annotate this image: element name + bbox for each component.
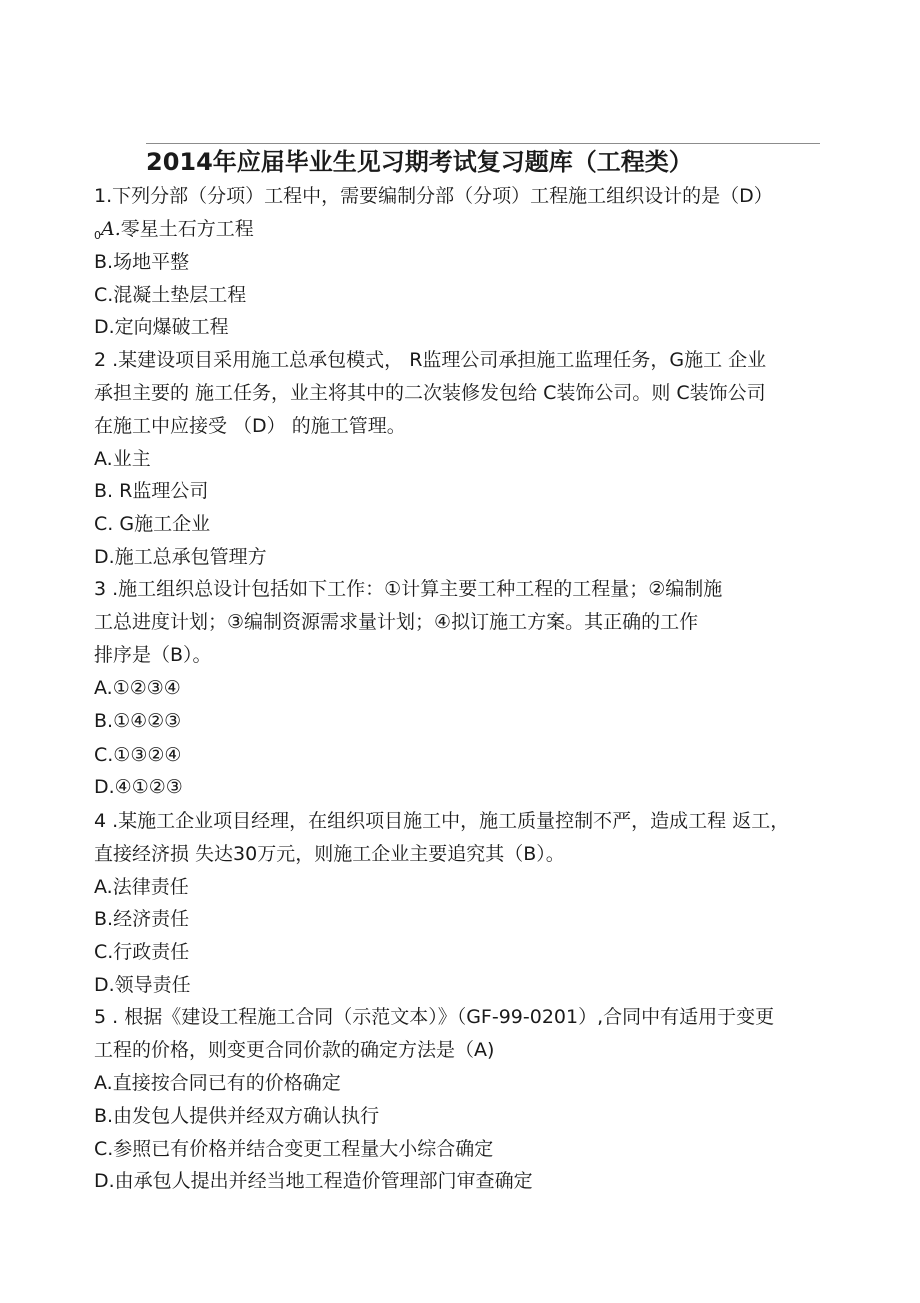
question-4-option-d: D.领导责任 bbox=[94, 974, 191, 996]
question-3-stem-line-1: 3 .施工组织总设计包括如下工作：①计算主要工种工程的工程量；②编制施 bbox=[94, 578, 723, 600]
question-2-stem-line-3: 在施工中应接受 （D） 的施工管理。 bbox=[94, 415, 406, 437]
question-3-stem-line-2: 工总进度计划；③编制资源需求量计划；④拟订施工方案。其正确的工作 bbox=[94, 611, 699, 633]
question-3-option-a: A.①②③④ bbox=[94, 677, 181, 699]
question-5-stem-line-2: 工程的价格，则变更合同价款的确定方法是（A) bbox=[94, 1039, 495, 1061]
question-3-option-c: C.①③②④ bbox=[94, 744, 182, 766]
option-text: 零星土石方工程 bbox=[120, 218, 254, 240]
question-2-option-b: B. R监理公司 bbox=[94, 480, 209, 502]
question-4-stem-line-1: 4 .某施工企业项目经理，在组织项目施工中，施工质量控制不严，造成工程 返工， bbox=[94, 810, 790, 832]
question-3-option-b: B.①④②③ bbox=[94, 710, 182, 732]
question-3-option-d: D.④①②③ bbox=[94, 776, 183, 798]
option-prefix-mark: 0 bbox=[94, 229, 101, 242]
question-3-stem-line-3: 排序是（B）。 bbox=[94, 644, 212, 666]
question-5-option-d: D.由承包人提出并经当地工程造价管理部门审查确定 bbox=[94, 1170, 533, 1192]
question-1-option-a bbox=[94, 214, 254, 244]
question-1-option-d: D.定向爆破工程 bbox=[94, 316, 229, 338]
question-5-option-c: C.参照已有价格并结合变更工程量大小综合确定 bbox=[94, 1138, 494, 1160]
option-letter: A. bbox=[101, 218, 121, 240]
question-1-option-b: B.场地平整 bbox=[94, 251, 190, 273]
question-5-option-a: A.直接按合同已有的价格确定 bbox=[94, 1072, 341, 1094]
question-2-option-a: A.业主 bbox=[94, 448, 151, 470]
question-4-option-a: A.法律责任 bbox=[94, 876, 189, 898]
question-2-option-d: D.施工总承包管理方 bbox=[94, 546, 267, 568]
document-title: 2014年应届毕业生见习期考试复习题库（工程类） bbox=[146, 148, 693, 176]
question-1-option-c: C.混凝土垫层工程 bbox=[94, 284, 247, 306]
question-4-option-c: C.行政责任 bbox=[94, 941, 190, 963]
question-2-stem-line-2: 承担主要的 施工任务，业主将其中的二次装修发包给 C装饰公司。则 C装饰公司 bbox=[94, 382, 766, 404]
question-4-stem-line-2: 直接经济损 失达30万元，则施工企业主要追究其（B）。 bbox=[94, 843, 565, 865]
question-4-option-b: B.经济责任 bbox=[94, 908, 190, 930]
question-5-option-b: B.由发包人提供并经双方确认执行 bbox=[94, 1105, 380, 1127]
question-1-stem: 1.下列分部（分项）工程中，需要编制分部（分项）工程施工组织设计的是（D） bbox=[94, 185, 773, 207]
question-5-stem-line-1: 5 . 根据《建设工程施工合同（示范文本）》（GF-99-0201）,合同中有适用于变更 bbox=[94, 1006, 775, 1028]
header-rule bbox=[146, 143, 820, 144]
question-2-stem-line-1: 2 .某建设项目采用施工总承包模式， R监理公司承担施工监理任务，G施工 企业 bbox=[94, 349, 767, 371]
question-2-option-c: C. G施工企业 bbox=[94, 513, 211, 535]
